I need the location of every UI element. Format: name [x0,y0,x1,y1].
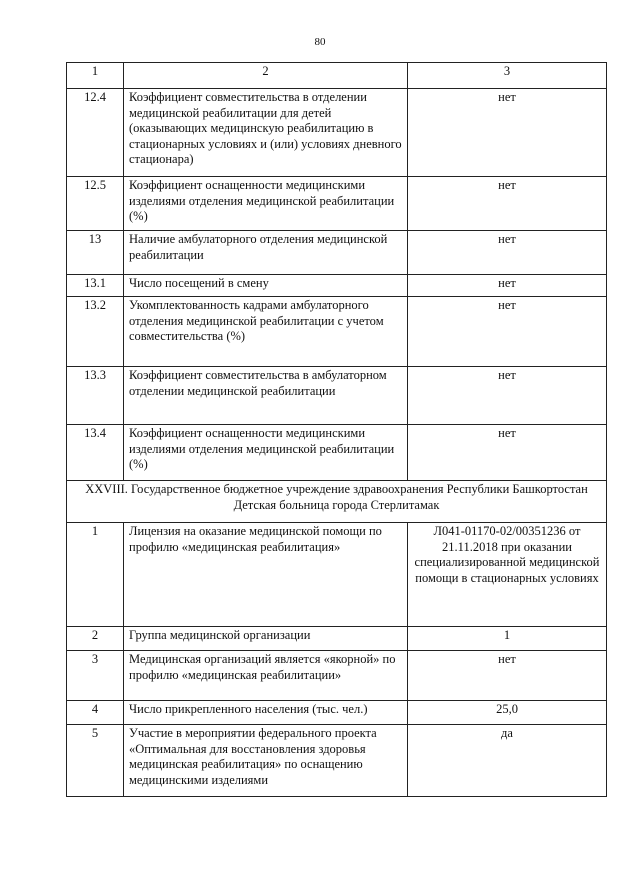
row-number: 13 [67,231,124,275]
row-value: нет [408,297,607,367]
header-col-3: 3 [408,63,607,89]
table-row [67,725,607,797]
row-text: Участие в мероприятии федерального проекта «Оптимальная для восстановления здоровья медицинская реабилитация» по оснащению медицинскими изделиями [124,725,408,797]
row-number: 3 [67,651,124,701]
table-row [67,651,607,701]
header-col-1: 1 [67,63,124,89]
row-text: Коэффициент совместительства в отделении медицинской реабилитации для детей (оказывающих медицинскую реабилитацию в стационарных условиях и (или) условиях дневного стационара) [124,89,408,177]
row-value: да [408,725,607,797]
table-row [67,627,607,651]
row-value: 1 [408,627,607,651]
page-number: 80 [314,36,326,48]
row-number: 13.3 [67,367,124,425]
row-value: нет [408,231,607,275]
row-text: Медицинская организаций является «якорной» по профилю «медицинская реабилитации» [124,651,408,701]
section-title: XXVIII. Государственное бюджетное учреждение здравоохранения Республики Башкортостан Детская больница города Стерлитамак [67,481,607,523]
header-col-2: 2 [124,63,408,89]
row-number: 13.2 [67,297,124,367]
row-value: нет [408,367,607,425]
row-number: 5 [67,725,124,797]
row-value: нет [408,425,607,481]
table-row [67,177,607,231]
row-text: Коэффициент оснащенности медицинскими изделиями отделения медицинской реабилитации (%) [124,425,408,481]
row-number: 2 [67,627,124,651]
row-text: Укомплектованность кадрами амбулаторного отделения медицинской реабилитации с учетом совместительства (%) [124,297,408,367]
row-number: 12.4 [67,89,124,177]
table-row [67,231,607,275]
row-number: 12.5 [67,177,124,231]
table-row [67,275,607,297]
table-header-row [67,63,607,89]
row-number: 4 [67,701,124,725]
row-number: 1 [67,523,124,627]
section-row [67,481,607,523]
data-table [66,62,607,797]
table-row [67,297,607,367]
table-row [67,523,607,627]
row-text: Число прикрепленного населения (тыс. чел.) [124,701,408,725]
row-number: 13.4 [67,425,124,481]
row-text: Коэффициент совместительства в амбулаторном отделении медицинской реабилитации [124,367,408,425]
row-number: 13.1 [67,275,124,297]
row-text: Группа медицинской организации [124,627,408,651]
row-text: Коэффициент оснащенности медицинскими изделиями отделения медицинской реабилитации (%) [124,177,408,231]
row-value: нет [408,177,607,231]
row-value: нет [408,89,607,177]
row-value: Л041-01170-02/00351236 от 21.11.2018 при оказании специализированной медицинской помощи в стационарных условиях [408,523,607,627]
row-text: Наличие амбулаторного отделения медицинской реабилитации [124,231,408,275]
table-row [67,367,607,425]
row-text: Число посещений в смену [124,275,408,297]
table-row [67,425,607,481]
row-value: 25,0 [408,701,607,725]
table-row [67,89,607,177]
row-value: нет [408,275,607,297]
row-text: Лицензия на оказание медицинской помощи по профилю «медицинская реабилитация» [124,523,408,627]
row-value: нет [408,651,607,701]
table-row [67,701,607,725]
